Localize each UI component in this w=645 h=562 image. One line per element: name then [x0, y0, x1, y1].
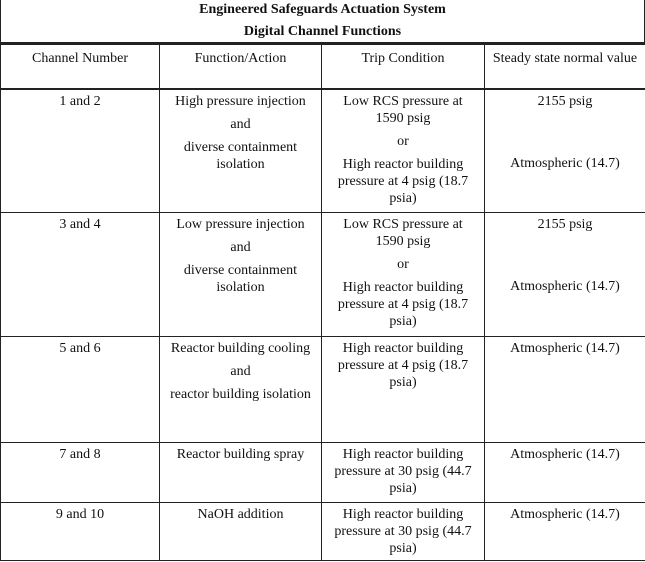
table-row — [1, 443, 645, 503]
function-line: Reactor building spray — [176, 447, 305, 462]
channel-cell: 9 and 10 — [1, 503, 160, 561]
steady-line: 2155 psig — [537, 217, 593, 232]
trip-cell — [322, 443, 485, 503]
steady-cell — [485, 503, 645, 561]
channel-cell: 1 and 2 — [1, 89, 160, 213]
function-line: Low pressure injection — [176, 217, 305, 232]
trip-line: High reactor building pressure at 30 psig (44.7 psia) — [334, 507, 472, 556]
trip-line: or — [397, 257, 409, 272]
trip-cell — [322, 503, 485, 561]
header-steady-state-value: Steady state normal value — [485, 45, 645, 89]
trip-line: High reactor building pressure at 4 psig (18.7 psia) — [337, 341, 469, 390]
table-subtitle: Digital Channel Functions — [243, 24, 402, 39]
function-line: NaOH addition — [197, 507, 284, 522]
function-cell — [160, 503, 322, 561]
steady-line: Atmospheric (14.7) — [510, 341, 620, 356]
steady-line: Atmospheric (14.7) — [510, 507, 620, 522]
trip-cell — [322, 337, 485, 443]
steady-line: Atmospheric (14.7) — [510, 447, 620, 462]
steady-cell — [485, 213, 645, 337]
channel-cell: 5 and 6 — [1, 337, 160, 443]
function-cell — [160, 89, 322, 213]
table-row — [1, 503, 645, 561]
trip-cell — [322, 213, 485, 337]
channel-functions-table — [0, 44, 645, 561]
function-line: and — [230, 116, 251, 132]
function-line: diverse containment isolation — [183, 263, 298, 295]
steady-line: Atmospheric (14.7) — [510, 155, 620, 171]
function-line: and — [230, 364, 251, 379]
steady-cell — [485, 337, 645, 443]
trip-line: Low RCS pressure at 1590 psig — [343, 217, 463, 249]
table-title: Engineered Safeguards Actuation System — [199, 2, 446, 17]
trip-line: Low RCS pressure at 1590 psig — [343, 93, 463, 126]
steady-line: 2155 psig — [537, 93, 593, 109]
steady-cell — [485, 443, 645, 503]
table-caption — [0, 0, 645, 44]
steady-cell — [485, 89, 645, 213]
header-function-action: Function/Action — [160, 45, 322, 89]
channel-cell: 3 and 4 — [1, 213, 160, 337]
header-channel-number: Channel Number — [1, 45, 160, 89]
function-line: and — [230, 240, 251, 255]
function-line: reactor building isolation — [170, 387, 311, 402]
function-cell — [160, 443, 322, 503]
function-cell — [160, 337, 322, 443]
header-row — [1, 45, 645, 89]
function-line: High pressure injection — [175, 93, 306, 109]
table-row — [1, 213, 645, 337]
trip-line: High reactor building pressure at 30 psig (44.7 psia) — [334, 447, 472, 496]
trip-line: High reactor building pressure at 4 psig (18.7 psia) — [337, 156, 469, 206]
function-line: diverse containment isolation — [183, 139, 298, 172]
header-trip-condition: Trip Condition — [322, 45, 485, 89]
steady-line: Atmospheric (14.7) — [510, 279, 620, 294]
trip-cell — [322, 89, 485, 213]
trip-line: High reactor building pressure at 4 psig (18.7 psia) — [337, 280, 469, 329]
table-row — [1, 337, 645, 443]
trip-line: or — [397, 133, 409, 149]
function-cell — [160, 213, 322, 337]
table-row — [1, 89, 645, 213]
function-line: Reactor building cooling — [170, 341, 311, 356]
channel-cell: 7 and 8 — [1, 443, 160, 503]
